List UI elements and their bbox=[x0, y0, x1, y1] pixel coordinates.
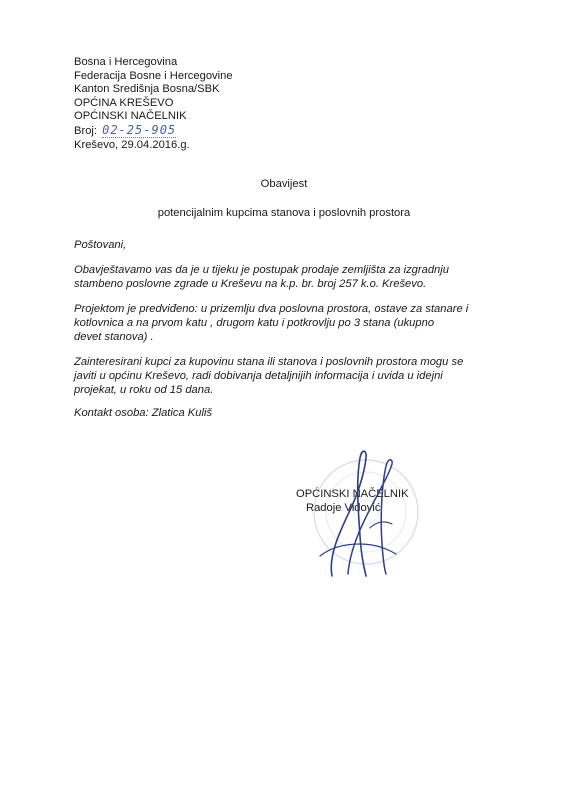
paragraph-line: projekat, u roku od 15 dana. bbox=[74, 383, 214, 396]
reference-number-row bbox=[74, 124, 233, 139]
document-subtitle: potencijalnim kupcima stanova i poslovnih prostora bbox=[157, 207, 411, 219]
paragraph-2 bbox=[74, 303, 494, 344]
letterhead-line: Kanton Središnja Bosna/SBK bbox=[74, 83, 220, 96]
paragraph-line: Zainteresirani kupci za kupovinu stana ili stanova i poslovnih prostora mogu se bbox=[74, 356, 464, 368]
signatory-name: Radoje Vidović bbox=[306, 502, 381, 514]
paragraph-line: stambeno poslovne zgrade u Kreševu na k.p. br. broj 257 k.o. Kreševo. bbox=[74, 277, 427, 290]
letterhead-line: OPĆINA KREŠEVO bbox=[74, 96, 174, 109]
letterhead-line: OPĆINSKI NAČELNIK bbox=[74, 110, 187, 123]
letterhead-line: Federacija Bosne i Hercegovine bbox=[74, 69, 233, 82]
paragraph-1 bbox=[74, 264, 494, 292]
reference-number-label: Broj: bbox=[74, 124, 98, 137]
letterhead bbox=[74, 56, 233, 152]
paragraph-line: Projektom je predviđeno: u prizemlju dva poslovna prostora, ostave za stanare i bbox=[74, 303, 469, 315]
greeting bbox=[74, 239, 494, 253]
reference-number-handwritten: 02-25-905 bbox=[102, 122, 177, 137]
contact-text: Kontakt osoba: Zlatica Kuliš bbox=[74, 407, 213, 419]
handwritten-signature-icon bbox=[300, 436, 410, 586]
document-title: Obavijest bbox=[260, 178, 308, 190]
signatory-title: OPĆINSKI NAČELNIK bbox=[296, 488, 409, 500]
paragraph-line: kotlovnica a na prvom katu , drugom katu i potkrovlju po 3 stana (ukupno bbox=[74, 316, 435, 329]
contact-person bbox=[74, 407, 494, 421]
paragraph-line: javiti u općinu Kreševo, radi dobivanja detaljnijih informacija i uvida u idejni bbox=[74, 369, 443, 382]
letterhead-line: Bosna i Hercegovina bbox=[74, 56, 178, 68]
greeting-text: Poštovani, bbox=[74, 239, 127, 251]
place-date: Kreševo, 29.04.2016.g. bbox=[74, 138, 190, 151]
paragraph-3 bbox=[74, 356, 494, 397]
paragraph-line: devet stanova) . bbox=[74, 330, 154, 343]
paragraph-line: Obavještavamo vas da je u tijeku je postupak prodaje zemljišta za izgradnju bbox=[74, 264, 449, 276]
